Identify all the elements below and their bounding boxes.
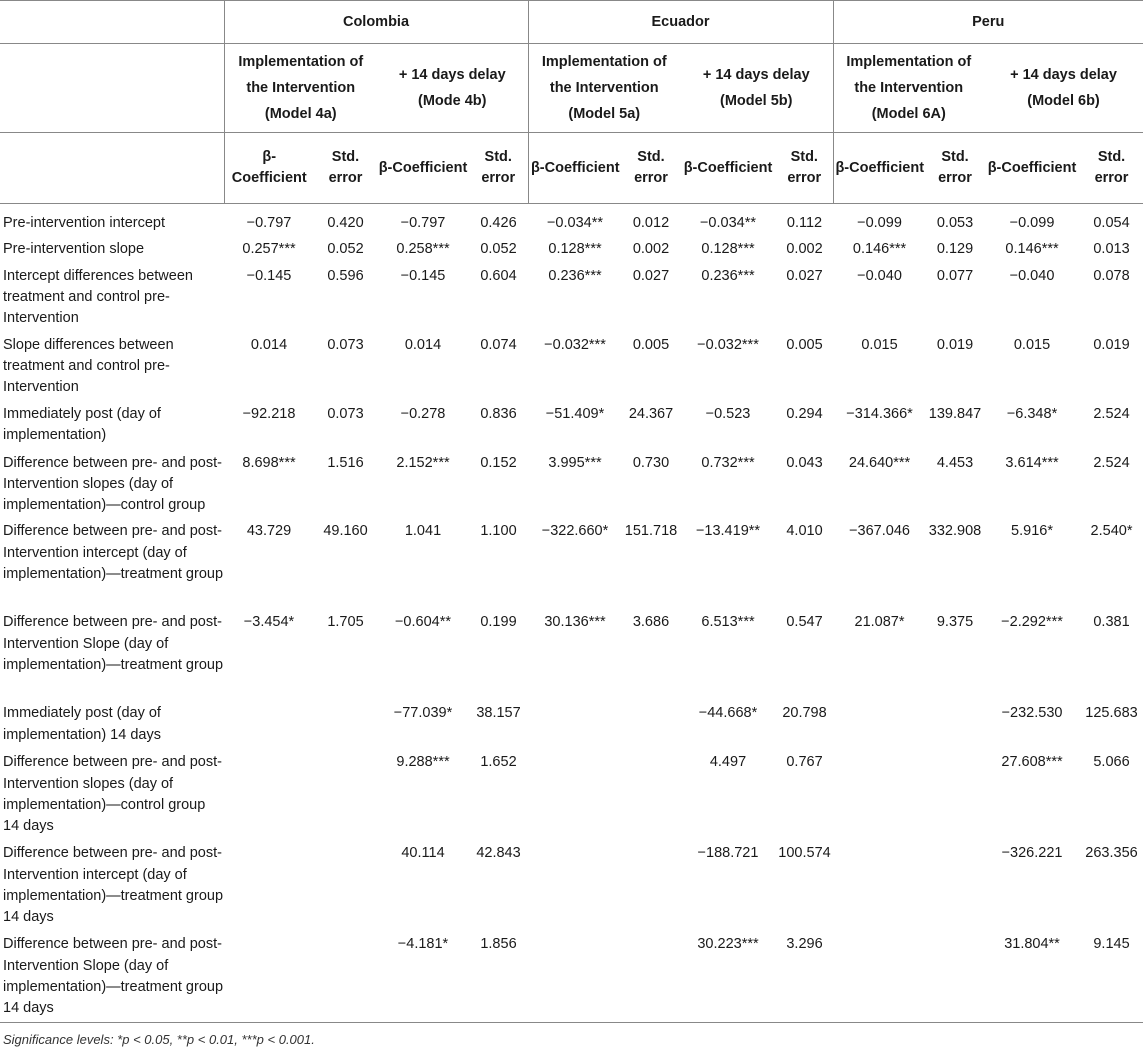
table-row <box>0 234 1143 260</box>
table-row <box>0 399 1143 448</box>
se-cell: 139.847 <box>928 405 982 422</box>
se-cell: 0.019 <box>936 336 974 353</box>
se-cell: 3.296 <box>776 929 833 1023</box>
se-cell: 0.074 <box>480 336 517 353</box>
coef-cell: 0.257*** <box>242 241 296 258</box>
model-header: Implementation of the Intervention (Model 4a) <box>224 44 377 133</box>
coef-cell: −367.046 <box>849 523 910 540</box>
se-cell: 0.052 <box>327 241 364 258</box>
row-label: Difference between pre- and post-Intervention Slope (day of implementation)—treatment group <box>3 614 224 674</box>
coef-cell: −13.419** <box>695 523 761 540</box>
coef-cell: 21.087* <box>854 614 905 631</box>
coef-cell: −0.099 <box>857 215 902 231</box>
se-cell: 0.836 <box>480 405 517 422</box>
coef-cell: −0.278 <box>400 405 446 422</box>
se-cell <box>314 838 377 929</box>
coef-cell: −188.721 <box>697 845 759 862</box>
corner-cell <box>0 44 224 133</box>
row-label: Difference between pre- and post-Intervention intercept (day of implementation)—treatment group <box>3 523 224 583</box>
significance-note: Significance levels: *p < 0.05, **p < 0.01, ***p < 0.001. <box>3 1032 315 1047</box>
coef-header: β-Coefficient <box>224 133 314 204</box>
se-cell <box>622 747 680 838</box>
coef-cell: 0.015 <box>861 336 898 353</box>
coef-cell: 31.804** <box>984 929 1080 1023</box>
se-cell: 24.367 <box>628 405 674 422</box>
coef-cell: −77.039* <box>393 705 453 722</box>
coef-cell <box>528 747 622 838</box>
coef-cell: 5.916* <box>1011 523 1053 540</box>
se-cell: 151.718 <box>624 523 678 540</box>
se-cell: 0.012 <box>632 215 670 231</box>
se-cell: 1.856 <box>469 929 528 1023</box>
se-cell <box>926 838 984 929</box>
se-cell: 100.574 <box>778 845 831 862</box>
coef-cell: −0.040 <box>1009 267 1055 284</box>
coef-cell: −322.660* <box>541 523 609 540</box>
coef-cell: 3.995*** <box>548 454 602 471</box>
coef-cell: 0.258*** <box>396 241 450 258</box>
coef-cell: 0.014 <box>404 336 442 353</box>
se-header: Std. error <box>1080 133 1143 204</box>
coef-cell: −6.348* <box>1006 405 1058 422</box>
coef-header: β-Coefficient <box>528 133 622 204</box>
se-cell: 0.730 <box>632 454 670 471</box>
se-cell: 0.426 <box>480 215 517 231</box>
se-cell: 0.596 <box>327 267 364 284</box>
se-cell <box>314 929 377 1023</box>
table-row <box>0 204 1143 235</box>
se-cell: 20.798 <box>782 705 827 722</box>
row-label: Immediately post (day of implementation) <box>3 405 161 443</box>
coef-cell: −4.181* <box>377 929 469 1023</box>
se-cell: 3.686 <box>632 614 670 631</box>
table-row <box>0 516 1143 607</box>
model-header: Implementation of the Intervention (Model 6A) <box>833 44 984 133</box>
se-cell <box>926 929 984 1023</box>
coef-cell: 30.223*** <box>680 929 776 1023</box>
table-row <box>0 838 1143 929</box>
se-cell: 0.005 <box>786 336 823 353</box>
coef-cell: −2.292*** <box>1001 614 1063 631</box>
row-label: Difference between pre- and post-Intervention intercept (day of implementation)—treatment group 14 days <box>3 845 224 926</box>
model-header-row <box>0 44 1143 133</box>
se-cell: 38.157 <box>476 705 521 722</box>
coef-cell: 0.146*** <box>1005 241 1059 258</box>
coef-cell: −0.040 <box>857 267 902 284</box>
coef-cell: −0.034** <box>546 215 604 231</box>
row-label: Pre-intervention intercept <box>3 215 165 231</box>
coef-header: β-Coefficient <box>833 133 926 204</box>
coef-cell: −0.797 <box>246 215 292 231</box>
corner-cell <box>0 1 224 44</box>
se-cell: 0.002 <box>632 241 670 258</box>
coef-cell: 0.146*** <box>852 241 907 258</box>
coef-cell: 9.288*** <box>396 754 450 771</box>
row-label: Difference between pre- and post-Intervention slopes (day of implementation)—control group <box>3 454 222 514</box>
table-row <box>0 929 1143 1023</box>
se-cell: 1.705 <box>327 614 364 631</box>
se-cell: 0.767 <box>786 754 823 771</box>
coef-cell: −0.034** <box>699 215 757 231</box>
country-header-peru: Peru <box>833 1 1143 44</box>
coef-cell: −44.668* <box>698 705 758 722</box>
se-cell: 2.524 <box>1093 405 1130 422</box>
se-cell: 9.375 <box>936 614 974 631</box>
coef-cell: −314.366* <box>846 405 913 422</box>
coef-header: β-Coefficient <box>680 133 776 204</box>
se-cell: 0.604 <box>480 267 517 284</box>
model-header: + 14 days delay (Model 5b) <box>680 44 833 133</box>
table-row <box>0 607 1143 698</box>
se-cell: 0.052 <box>480 241 517 258</box>
coef-header: β-Coefficient <box>377 133 469 204</box>
se-cell: 263.356 <box>1085 845 1138 862</box>
table-row <box>0 747 1143 838</box>
coef-cell: 43.729 <box>246 523 292 540</box>
se-cell: 0.027 <box>786 267 823 284</box>
country-header-ecuador: Ecuador <box>528 1 833 44</box>
se-cell: 4.010 <box>786 523 823 540</box>
coef-cell: 40.114 <box>401 845 445 862</box>
se-cell <box>622 929 680 1023</box>
coef-cell: 24.640*** <box>848 454 911 471</box>
coef-cell: −0.523 <box>705 405 751 422</box>
coef-cell <box>224 929 314 1023</box>
se-cell: 5.066 <box>1093 754 1130 771</box>
se-cell: 0.381 <box>1093 614 1130 631</box>
se-cell: 0.294 <box>786 405 823 422</box>
subheader-row <box>0 133 1143 204</box>
coef-cell <box>833 929 926 1023</box>
se-cell: 0.043 <box>786 454 823 471</box>
table-row <box>0 698 1143 747</box>
se-cell <box>926 698 984 747</box>
coef-cell: 0.015 <box>1013 336 1051 353</box>
coef-cell: −0.032*** <box>697 336 759 353</box>
se-header: Std. error <box>622 133 680 204</box>
coef-cell: 0.128*** <box>701 241 755 258</box>
coef-cell: −0.797 <box>400 215 446 231</box>
se-cell: 1.652 <box>480 754 517 771</box>
model-header: + 14 days delay (Mode 4b) <box>377 44 528 133</box>
coef-cell: 1.041 <box>404 523 442 540</box>
country-header-colombia: Colombia <box>224 1 528 44</box>
se-cell: 332.908 <box>928 523 982 540</box>
se-header: Std. error <box>926 133 984 204</box>
se-cell: 4.453 <box>936 454 974 471</box>
row-label: Intercept differences between treatment and control pre-Intervention <box>3 267 193 327</box>
table-row <box>0 448 1143 517</box>
coef-cell: 8.698*** <box>242 454 296 471</box>
se-cell: 0.073 <box>327 405 364 422</box>
se-cell <box>926 747 984 838</box>
se-cell: 125.683 <box>1085 705 1138 722</box>
country-header-row <box>0 1 1143 44</box>
row-label: Immediately post (day of implementation) 14 days <box>3 705 161 743</box>
se-cell: 0.078 <box>1093 267 1130 284</box>
se-cell: 42.843 <box>476 845 521 862</box>
coef-cell: 2.152*** <box>396 454 450 471</box>
coef-cell <box>833 698 926 747</box>
se-cell: 0.013 <box>1093 241 1130 258</box>
se-cell: 0.129 <box>936 241 974 258</box>
se-header: Std. error <box>314 133 377 204</box>
coef-cell: −0.145 <box>400 267 446 284</box>
coef-cell: 0.732*** <box>701 454 755 471</box>
coef-cell: −3.454* <box>243 614 295 631</box>
coef-cell <box>224 698 314 747</box>
coef-cell <box>833 838 926 929</box>
se-cell: 0.002 <box>786 241 823 258</box>
coef-cell <box>833 747 926 838</box>
coef-cell: −0.032*** <box>544 336 606 353</box>
table-row <box>0 330 1143 399</box>
se-header: Std. error <box>776 133 833 204</box>
coef-cell <box>224 838 314 929</box>
se-cell: 49.160 <box>323 523 368 540</box>
coef-cell <box>528 838 622 929</box>
coef-cell <box>528 929 622 1023</box>
se-header: Std. error <box>469 133 528 204</box>
coef-cell <box>528 698 622 747</box>
coef-cell: −92.218 <box>242 405 296 422</box>
se-cell: 0.420 <box>327 215 364 231</box>
coef-cell: 27.608*** <box>1001 754 1063 771</box>
se-cell: 0.005 <box>632 336 670 353</box>
se-cell <box>314 747 377 838</box>
se-cell <box>622 838 680 929</box>
coef-cell: −326.221 <box>1001 845 1063 862</box>
se-cell: 0.077 <box>936 267 974 284</box>
coef-cell: 0.236*** <box>701 267 755 284</box>
se-cell: 2.540* <box>1090 523 1133 540</box>
coef-cell: 4.497 <box>709 754 747 771</box>
se-cell: 0.152 <box>480 454 517 471</box>
se-cell: 0.054 <box>1093 215 1130 231</box>
se-cell: 0.027 <box>632 267 670 284</box>
coef-cell: 0.128*** <box>548 241 602 258</box>
coef-cell: 3.614*** <box>1005 454 1059 471</box>
se-cell: 0.019 <box>1093 336 1130 353</box>
se-cell <box>314 698 377 747</box>
row-label: Difference between pre- and post-Intervention slopes (day of implementation)—control group 14 days <box>3 754 222 835</box>
coef-cell: −232.530 <box>1001 705 1063 722</box>
coef-cell <box>224 747 314 838</box>
se-cell: 9.145 <box>1080 929 1143 1023</box>
coef-cell: −0.099 <box>1009 215 1055 231</box>
se-cell <box>622 698 680 747</box>
coef-cell: −0.604** <box>394 614 452 631</box>
model-header: + 14 days delay (Model 6b) <box>984 44 1143 133</box>
coef-cell: −0.145 <box>246 267 292 284</box>
row-label: Slope differences between treatment and control pre-Intervention <box>3 336 174 396</box>
se-cell: 0.112 <box>786 215 823 231</box>
coef-cell: 0.236*** <box>548 267 602 284</box>
se-cell: 1.516 <box>327 454 364 471</box>
se-cell: 2.524 <box>1093 454 1130 471</box>
coef-cell: 30.136*** <box>544 614 606 631</box>
model-header: Implementation of the Intervention (Model 5a) <box>528 44 680 133</box>
se-cell: 0.073 <box>327 336 364 353</box>
coef-cell: −51.409* <box>545 405 605 422</box>
corner-cell <box>0 133 224 204</box>
table-row <box>0 261 1143 330</box>
row-label: Pre-intervention slope <box>3 241 145 258</box>
se-cell: 0.053 <box>936 215 974 231</box>
coef-cell: 6.513*** <box>701 614 755 631</box>
se-cell: 0.199 <box>480 614 517 631</box>
row-label: Difference between pre- and post-Intervention Slope (day of implementation)—treatment group 14 days <box>0 929 224 1023</box>
se-cell: 0.547 <box>786 614 823 631</box>
coef-header: β-Coefficient <box>984 133 1080 204</box>
coef-cell: 0.014 <box>250 336 288 353</box>
se-cell: 1.100 <box>480 523 517 540</box>
